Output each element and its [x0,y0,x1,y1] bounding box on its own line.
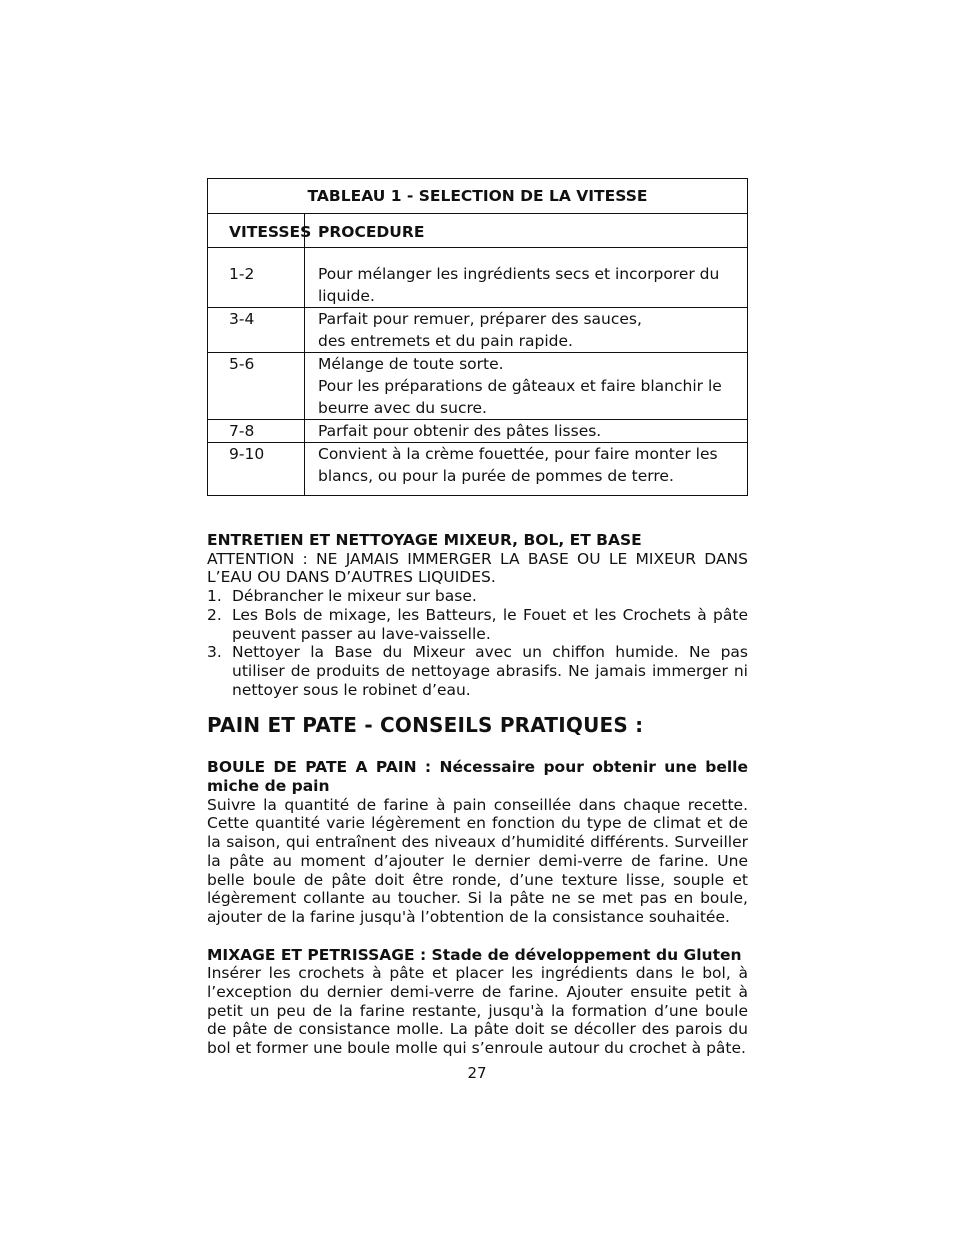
column-header-speed: VITESSES [208,214,305,247]
procedure-line: Pour les préparations de gâteaux et faire blanchir le [318,377,722,395]
step-number: 2. [207,605,222,624]
procedure-cell [305,308,747,352]
step-number: 3. [207,643,222,662]
procedure-line: Parfait pour obtenir des pâtes lisses. [318,422,602,440]
list-item [207,587,748,606]
list-item [207,643,748,699]
maintenance-heading: ENTRETIEN ET NETTOYAGE MIXEUR, BOL, ET BASE [207,531,642,549]
table-row [208,420,747,443]
procedure-line: beurre avec du sucre. [318,399,487,417]
procedure-line: blancs, ou pour la purée de pommes de terre. [318,467,674,485]
procedure-line: Mélange de toute sorte. [318,355,504,373]
table-row [208,248,747,308]
maintenance-warning: ATTENTION : NE JAMAIS IMMERGER LA BASE OU LE MIXEUR DANS L’EAU OU DANS D’AUTRES LIQUIDES. [207,549,748,587]
dough-ball-heading: BOULE DE PATE A PAIN : Nécessaire pour obtenir une belle miche de pain [207,758,748,796]
procedure-line: Pour mélanger les ingrédients secs et incorporer du liquide. [318,265,720,305]
procedure-cell [305,248,747,307]
table-row [208,353,747,420]
procedure-line: des entremets et du pain rapide. [318,332,573,350]
speed-cell: 3-4 [208,308,305,352]
speed-cell: 5-6 [208,353,305,419]
step-text: Débrancher le mixeur sur base. [232,587,477,606]
mixing-heading: MIXAGE ET PETRISSAGE : Stade de développement du Gluten [207,945,742,964]
procedure-line: Convient à la crème fouettée, pour faire monter les [318,445,718,463]
mixing-section [207,946,748,1058]
maintenance-section [207,531,748,699]
speed-cell: 1-2 [208,248,305,307]
table-row [208,443,747,495]
procedure-cell [305,420,747,442]
table-row [208,308,747,353]
maintenance-steps [207,587,748,699]
page-content [207,178,748,1058]
mixing-text: Insérer les crochets à pâte et placer les ingrédients dans le bol, à l’exception du dernier demi-verre de farine. Ajouter ensuite petit à petit un peu de la farine restante, jusqu'à la formation d’une boule de pâte de consistance molle. La pâte doit se décoller des parois du bol et former une boule molle qui s’enroule autour du crochet à pâte. [207,964,748,1058]
speed-cell: 9-10 [208,443,305,495]
speed-cell: 7-8 [208,420,305,442]
page-number: 27 [467,1064,487,1082]
step-text: Nettoyer la Base du Mixeur avec un chiffon humide. Ne pas utiliser de produits de nettoyage abrasifs. Ne jamais immerger ni nettoyer sous le robinet d’eau. [232,643,748,699]
table-header-row [208,214,747,248]
step-number: 1. [207,587,222,606]
procedure-line: Parfait pour remuer, préparer des sauces, [318,310,642,328]
step-text: Les Bols de mixage, les Batteurs, le Fouet et les Crochets à pâte peuvent passer au lave-vaisselle. [232,605,748,643]
column-header-procedure: PROCEDURE [318,223,425,241]
dough-ball-text: Suivre la quantité de farine à pain conseillée dans chaque recette. Cette quantité varie légèrement en fonction du type de climat et de la saison, qui entraînent des niveaux d’humidité différents. Surveiller la pâte au moment d’ajouter le dernier demi-verre de farine. Une belle boule de pâte doit être ronde, d’une texture lisse, souple et légèrement collante au toucher. Si la pâte ne se met pas en boule, ajouter de la farine jusqu'à l’obtention de la consistance souhaitée. [207,795,748,926]
list-item [207,606,748,643]
dough-ball-section [207,758,748,926]
bread-section-title: PAIN ET PATE - CONSEILS PRATIQUES : [207,713,644,738]
procedure-cell [305,353,747,419]
procedure-cell [305,443,747,487]
table-title: TABLEAU 1 - SELECTION DE LA VITESSE [208,179,747,214]
speed-selection-table [207,178,748,496]
